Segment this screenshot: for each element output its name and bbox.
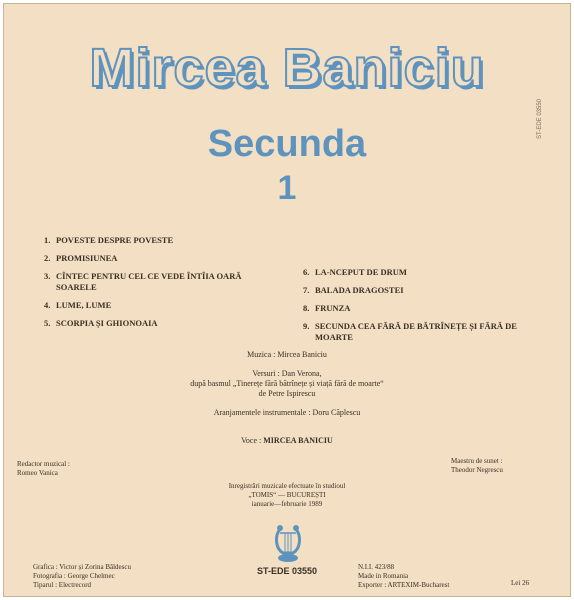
artist-title: Mircea Baniciu	[89, 38, 485, 98]
album-title: Secunda	[207, 123, 367, 165]
track-title: LA-NCEPUT DE DRUM	[315, 267, 407, 277]
recording-line-1: Inregistrări muzicale efectuate în studioul	[228, 482, 346, 490]
electrecord-lyre-logo	[271, 523, 305, 565]
volume-number: 1	[277, 169, 297, 207]
lyrics-author: de Petre Ispirescu	[258, 389, 316, 398]
graphics-credit: Grafica : Victor și Zorina Băldescu	[33, 563, 131, 571]
sound-master-role: Maestru de sunet :	[451, 457, 503, 465]
arrangements-credit: Aranjamentele instrumentale : Doru Căplescu	[213, 408, 361, 417]
track-item	[44, 318, 276, 329]
track-number: 5.	[44, 318, 51, 328]
track-number: 7.	[303, 285, 310, 295]
track-title: CÎNTEC PENTRU CEL CE VEDE ÎNTÎIA OARĂ SOARELE	[56, 271, 242, 292]
recording-line-3: ianuarie—februarie 1989	[251, 500, 323, 508]
recording-info	[3, 482, 571, 509]
track-item	[44, 300, 276, 311]
track-number: 9.	[303, 321, 310, 331]
voice-label: Voce :	[241, 436, 262, 445]
voice-credit	[3, 436, 571, 446]
track-item	[44, 253, 276, 264]
track-number: 3.	[44, 271, 51, 281]
track-number: 8.	[303, 303, 310, 313]
price-label: Lei 26	[511, 579, 530, 587]
track-number: 2.	[44, 253, 51, 263]
editor-name: Romeo Vanica	[17, 469, 58, 477]
track-title: PROMISIUNEA	[56, 253, 118, 263]
export-info	[358, 563, 449, 590]
photo-credit: Fotografia : George Chelmec	[33, 572, 115, 580]
sound-master-credit	[451, 457, 503, 475]
album-back-cover	[3, 3, 571, 597]
lyrics-source: după basmul „Tinerețe fără bătrînețe și viață fără de moarte“	[190, 379, 384, 388]
nii-number: N.I.I. 423/88	[358, 563, 395, 571]
catalog-number: ST-EDE 03550	[256, 566, 318, 576]
track-item	[303, 303, 535, 314]
editor-credit	[17, 460, 70, 478]
track-item	[44, 271, 276, 293]
track-title: BALADA DRAGOSTEI	[315, 285, 404, 295]
spine-catalog-code: ST-EDE 03550	[537, 98, 543, 139]
music-credit: Muzica : Mircea Baniciu	[247, 350, 327, 359]
track-title: SECUNDA CEA FĂRĂ DE BĂTRÎNEȚE ȘI FĂRĂ DE MOARTE	[315, 321, 517, 342]
track-title: SCORPIA ȘI GHIONOAIA	[56, 318, 158, 328]
editor-role: Redactor muzical :	[17, 460, 70, 468]
sound-master-name: Theodor Negrescu	[451, 466, 503, 474]
track-number: 1.	[44, 235, 51, 245]
lyrics-credit: Versuri : Dan Verona,	[252, 369, 322, 378]
track-number: 6.	[303, 267, 310, 277]
track-item	[303, 285, 535, 296]
track-title: LUME, LUME	[56, 300, 112, 310]
track-item	[303, 267, 535, 278]
tracklist-right	[303, 267, 535, 350]
recording-line-2: „TOMIS“ — BUCUREȘTI	[248, 491, 326, 499]
track-item	[303, 321, 535, 343]
print-credit: Tiparul : Electrecord	[33, 581, 92, 589]
track-title: FRUNZA	[315, 303, 351, 313]
voice-name: MIRCEA BANICIU	[263, 436, 333, 445]
track-number: 4.	[44, 300, 51, 310]
tracklist-left	[44, 235, 276, 336]
made-in-label: Made in Romania	[358, 572, 409, 580]
track-item	[44, 235, 276, 246]
track-title: POVESTE DESPRE POVESTE	[56, 235, 174, 245]
exporter-label: Exporter : ARTEXIM-Bucharest	[358, 581, 450, 589]
